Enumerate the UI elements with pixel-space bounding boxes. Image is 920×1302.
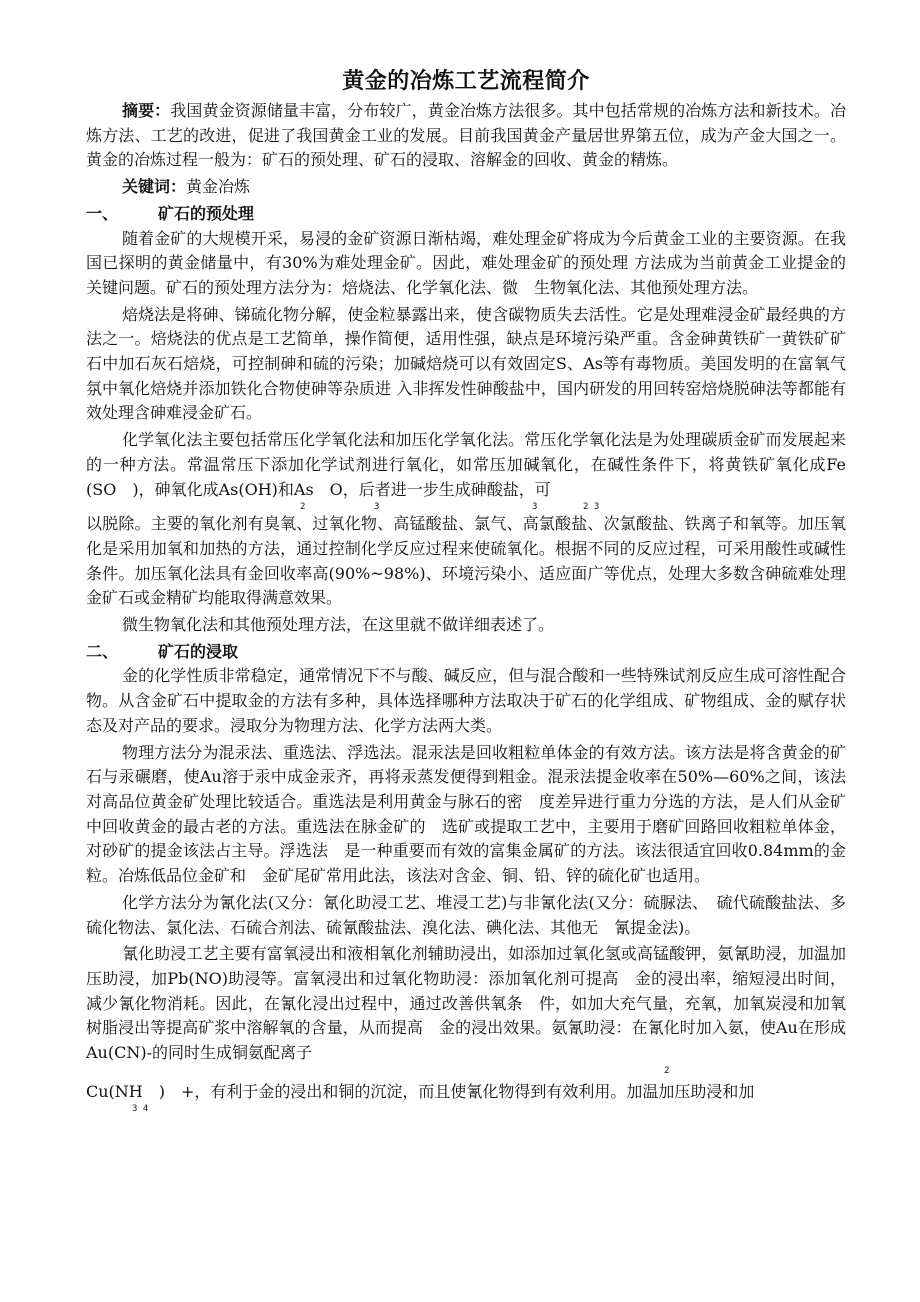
keywords-label: 关键词： [122,177,187,197]
section1-heading [86,202,846,227]
subscript-oh: 3 [532,502,538,513]
section2-paragraph-4-start: 氰化助浸工艺主要有富氧浸出和液相氧化剂辅助浸出，如添加过氧化氢或高锰酸钾，氨氰助浸，加温加压助浸，加Pb(NO)助浸等。富氧浸出和过氧化物助浸：添加氧化剂可提高 金的浸出率，缩短浸出时间，减少氰化物消耗。因此，在氰化浸出过程中，通过改善供氧条 件，如加大充气量，充氧，加氧炭浸和加氧树脂浸出等提高矿浆中溶解氧的含量，从而提高 金的浸出效果。氨氰助浸：在氰化时加入氨，使Au在形成Au(CN)-的同时生成铜氨配离子 [86,944,846,1063]
subscript-nh3: 3 4 [132,1104,149,1115]
section1-paragraph-2: 焙烧法是将砷、锑硫化物分解，使金粒暴露出来，使含碳物质失去活性。它是处理难浸金矿最经典的方法之一。焙烧法的优点是工艺简单，操作简便，适用性强，缺点是环境污染严重。含金砷黄铁矿一黄铁矿矿石中加石灰石焙烧，可控制砷和硫的污染；加碱焙烧可以有效固定S、As等有毒物质。美国发明的在富氧气氛中氧化焙烧并添加铁化合物使砷等杂质进 入非挥发性砷酸盐中，国内研发的用回转窑焙烧脱砷法等都能有效处理含砷难浸金矿石。 [86,304,846,423]
section1-title: 矿石的预处理 [158,203,255,223]
section2-paragraph-1: 金的化学性质非常稳定，通常情况下不与酸、碱反应，但与混合酸和一些特殊试剂反应生成可溶性配合物。从含金矿石中提取金的方法有多种，具体选择哪种方法取决于矿石的化学组成、矿物组成、金的赋存状态及对产品的要求。浸取分为物理方法、化学方法两大类。 [86,666,846,735]
section1-paragraph-3-end: 以脱除。主要的氧化剂有臭氧、过氧化物、高锰酸盐、氯气、高氯酸盐、次氯酸盐、铁离子和氧等。加压氧化是采用加氧和加热的方法，通过控制化学反应过程来使硫氧化。根据不同的反应过程，可采用酸性或碱性条件。加压氧化法具有金回收率高(90%~98%)、环境污染小、适应面广等优点，处理大多数含砷硫难处理金矿石或金精矿均能取得满意效果。 [86,514,846,608]
section2-paragraph-4-line2: Cu(NH ) +，有利于金的浸出和铜的沉淀，而且使氰化物得到有效利用。加温加压助浸和加 [86,1081,755,1101]
subscript-so: 3 [374,502,380,513]
section2-title: 矿石的浸取 [158,641,239,661]
subscript-fe: 2 [300,502,306,513]
section1-subscript-row [86,502,846,512]
document-page [86,64,863,1115]
section1-paragraph-3-start: 化学氧化法主要包括常压化学氧化法和加压化学氧化法。常压化学氧化法是为处理碳质金矿而发展起来的一种方法。常温常压下添加化学试剂进行氧化，如常压加碱氧化，在碱性条件下，将黄铁矿氧化成Fe (SO )，砷氧化成As(OH)和As O，后者进一步生成砷酸盐，可 [86,430,863,499]
section2-number: 二、 [86,641,119,661]
section1-paragraph-1: 随着金矿的大规模开采，易浸的金矿资源日渐枯竭，难处理金矿将成为今后黄金工业的主要资源。在我国已探明的黄金储量中，有30%为难处理金矿。因此，难处理金矿的预处理 方法成为当前黄金工业提金的关键问题。矿石的预处理方法分为：焙烧法、化学氧化法、微 生物氧化法、其他预处理方法。 [86,228,846,297]
section1-number: 一、 [86,203,119,223]
subscript-aucn: 2 [664,1065,670,1076]
section2-subscript-row-2 [86,1104,846,1114]
abstract-text: 我国黄金资源储量丰富，分布较广，黄金冶炼方法很多。其中包括常规的冶炼方法和新技术。冶炼方法、工艺的改进，促进了我国黄金工业的发展。目前我国黄金产量居世界第五位，成为产金大国之一。黄金的冶炼过程一般为：矿石的预处理、矿石的浸取、溶解金的回收、黄金的精炼。 [86,101,846,170]
abstract [86,99,846,173]
section2-subscript-row-1 [86,1066,846,1076]
subscript-as2o3: 2 3 [583,502,600,513]
section2-paragraph-2: 物理方法分为混汞法、重选法、浮选法。混汞法是回收粗粒单体金的有效方法。该方法是将含黄金的矿石与汞碾磨，使Au溶于汞中成金汞齐，再将汞蒸发便得到粗金。混汞法提金收率在50%—60%之间，该法对高品位黄金矿处理比较适合。重选法是利用黄金与脉石的密 度差异进行重力分选的方法，是人们从金矿中回收黄金的最古老的方法。重选法在脉金矿的 选矿或提取工艺中，主要用于磨矿回路回收粗粒单体金，对砂矿的提金该法占主导。浮选法 是一种重要而有效的富集金属矿的方法。该法很适宜回收0.84mm的金粒。冶炼低品位金矿和 金矿尾矿常用此法，该法对含金、铜、铅、锌的硫化矿也适用。 [86,742,846,886]
keywords-text: 黄金冶炼 [186,177,251,197]
keywords [86,175,846,200]
section2-paragraph-3: 化学方法分为氰化法(又分：氰化助浸工艺、堆浸工艺)与非氰化法(又分：硫脲法、 硫代硫酸盐法、多硫化物法、氯化法、石硫合剂法、硫氰酸盐法、溴化法、碘化法、其他无 氰提金法)。 [86,892,846,937]
section2-heading [86,640,846,665]
section1-paragraph-4: 微生物氧化法和其他预处理方法，在这里就不做详细表述了。 [122,615,555,635]
document-title: 黄金的冶炼工艺流程简介 [342,69,590,94]
abstract-label: 摘要： [122,101,171,120]
